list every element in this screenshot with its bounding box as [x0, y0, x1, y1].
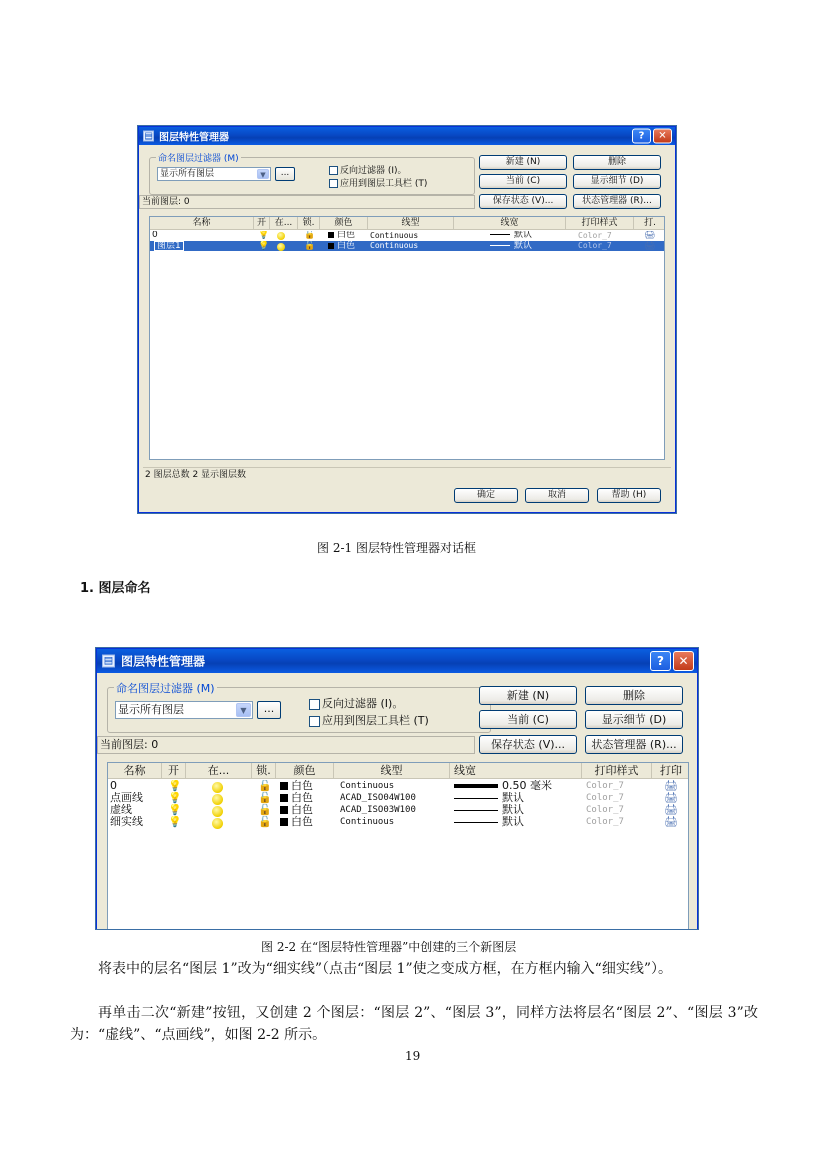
filter-dots-button[interactable]: ... — [257, 701, 281, 719]
show-details-button[interactable]: 显示细节 (D) — [585, 710, 683, 729]
apply-toolbar-label: 应用到图层工具栏 (T) — [340, 179, 428, 189]
layer-lineweight[interactable] — [454, 804, 524, 816]
current-layer-label: 当前图层: 0 — [100, 738, 159, 751]
lineweight-label: 默认 — [502, 792, 524, 804]
save-state-button[interactable]: 保存状态 (V)... — [479, 194, 567, 209]
filter-combo-value: 显示所有图层 — [160, 169, 215, 179]
close-icon[interactable]: ✕ — [653, 129, 672, 144]
color-label: 白色 — [291, 780, 313, 792]
checkbox-box[interactable] — [309, 699, 320, 710]
current-layer-label: 当前图层: 0 — [142, 197, 190, 207]
lineweight-label: 0.50 毫米 — [502, 780, 552, 792]
layer-plotstyle: Color_7 — [578, 241, 612, 250]
close-icon[interactable]: ✕ — [673, 651, 694, 671]
layer-name[interactable]: 0 — [152, 231, 158, 240]
layer-color[interactable] — [280, 804, 313, 816]
layer-name[interactable]: 细实线 — [110, 816, 143, 828]
app-icon: ▤ — [103, 655, 114, 667]
layer-color[interactable] — [280, 816, 313, 828]
col-on[interactable]: 开 — [162, 763, 186, 778]
filter-combo[interactable] — [157, 167, 271, 181]
lineweight-line-icon — [490, 245, 510, 246]
new-button[interactable]: 新建 (N) — [479, 686, 577, 705]
color-swatch-icon — [280, 818, 288, 826]
layer-linetype[interactable]: Continuous — [340, 781, 395, 791]
new-button[interactable]: 新建 (N) — [479, 155, 567, 170]
col-name[interactable]: 名称 — [108, 763, 162, 778]
help-question-icon[interactable]: ? — [632, 129, 651, 144]
color-swatch-icon — [280, 806, 288, 814]
col-lock[interactable]: 锁. — [298, 217, 320, 229]
invert-filter-checkbox[interactable] — [329, 163, 407, 176]
figure-caption-2: 图 2-2 在“图层特性管理器”中创建的三个新图层 — [261, 940, 517, 954]
list-header — [108, 763, 688, 779]
current-button[interactable]: 当前 (C) — [479, 174, 567, 189]
col-linetype[interactable]: 线型 — [368, 217, 454, 229]
printer-icon[interactable]: 🖨 — [664, 780, 678, 792]
layer-linetype[interactable]: ACAD_ISO03W100 — [340, 805, 416, 815]
col-name[interactable]: 名称 — [150, 217, 254, 229]
unlock-icon[interactable]: 🔓 — [304, 241, 316, 251]
invert-filter-label: 反向过滤器 (I)。 — [340, 166, 407, 176]
filter-combo[interactable] — [115, 701, 253, 719]
layer-plotstyle: Color_7 — [586, 781, 624, 791]
col-color[interactable]: 颜色 — [276, 763, 334, 778]
color-label: 白色 — [337, 241, 356, 251]
filter-group-label: 命名图层过滤器 (M) — [156, 151, 241, 164]
table-row[interactable] — [150, 231, 664, 240]
lineweight-label: 默认 — [514, 241, 533, 251]
layer-manager-dialog-2 — [96, 648, 698, 929]
layer-linetype[interactable]: ACAD_ISO04W100 — [340, 793, 416, 803]
app-icon: ▤ — [144, 131, 153, 142]
lightbulb-icon[interactable]: 💡 — [258, 231, 270, 240]
layer-lineweight[interactable] — [454, 792, 524, 804]
color-label: 白色 — [337, 231, 356, 240]
unlock-icon[interactable]: 🔓 — [258, 780, 272, 792]
layer-color[interactable] — [280, 792, 313, 804]
list-header — [150, 217, 664, 230]
lightbulb-icon[interactable]: 💡 — [258, 241, 270, 251]
layer-color[interactable] — [328, 241, 355, 251]
title-bar[interactable] — [97, 649, 697, 673]
printer-icon[interactable]: 🖨 — [644, 241, 656, 251]
chevron-down-icon[interactable]: ▼ — [236, 703, 251, 717]
layer-manager-dialog-1 — [138, 126, 676, 513]
printer-icon[interactable]: 🖨 — [664, 792, 678, 804]
lineweight-line-icon — [490, 234, 510, 235]
state-manager-button[interactable]: 状态管理器 (R)... — [585, 735, 683, 754]
title-bar[interactable] — [139, 127, 675, 145]
page-number: 19 — [405, 1049, 421, 1063]
layer-color[interactable] — [280, 780, 313, 792]
printer-icon[interactable]: 🖨 — [644, 231, 656, 240]
layer-plotstyle: Color_7 — [578, 231, 612, 240]
color-swatch-icon — [328, 232, 334, 238]
checkbox-box[interactable] — [329, 166, 338, 175]
layer-name[interactable]: 点画线 — [110, 792, 143, 804]
current-button[interactable]: 当前 (C) — [479, 710, 577, 729]
apply-toolbar-checkbox[interactable] — [309, 712, 429, 728]
layer-plotstyle: Color_7 — [586, 793, 624, 803]
ok-button[interactable]: 确定 — [454, 488, 518, 503]
show-details-button[interactable]: 显示细节 (D) — [573, 174, 661, 189]
color-swatch-icon — [328, 243, 334, 249]
help-button[interactable]: 帮助 (H) — [597, 488, 661, 503]
apply-toolbar-checkbox[interactable] — [329, 176, 427, 189]
table-row[interactable] — [150, 241, 664, 251]
color-swatch-icon — [280, 794, 288, 802]
layer-plotstyle: Color_7 — [586, 817, 624, 827]
layer-lineweight[interactable] — [490, 241, 532, 251]
delete-button[interactable]: 删除 — [573, 155, 661, 170]
lineweight-line-icon — [454, 822, 498, 823]
printer-icon[interactable]: 🖨 — [664, 804, 678, 816]
save-state-button[interactable]: 保存状态 (V)... — [479, 735, 577, 754]
figure-caption-1: 图 2-1 图层特性管理器对话框 — [317, 541, 476, 555]
dialog-title: 图层特性管理器 — [121, 654, 206, 669]
delete-button[interactable]: 删除 — [585, 686, 683, 705]
unlock-icon[interactable]: 🔓 — [304, 231, 316, 240]
lightbulb-icon[interactable]: 💡 — [168, 792, 182, 804]
layer-linetype[interactable]: Continuous — [370, 231, 419, 240]
col-lineweight[interactable]: 线宽 — [450, 763, 582, 778]
lineweight-label: 默认 — [502, 804, 524, 816]
lightbulb-icon[interactable]: 💡 — [168, 780, 182, 792]
layer-count-status: 2 图层总数 2 显示图层数 — [145, 470, 247, 480]
layer-linetype[interactable]: Continuous — [340, 817, 395, 827]
lightbulb-icon[interactable]: 💡 — [168, 804, 182, 816]
unlock-icon[interactable]: 🔓 — [258, 792, 272, 804]
table-row[interactable] — [108, 804, 688, 816]
lineweight-label: 默认 — [502, 816, 524, 828]
table-row[interactable] — [108, 780, 688, 792]
col-plot[interactable]: 打. — [644, 218, 656, 228]
col-lock[interactable]: 锁. — [252, 763, 276, 778]
body-paragraph-1: 将表中的层名“图层 1”改为“细实线”（点击“图层 1”使之变成方框，在方框内输入“细实线”）。 — [98, 961, 672, 977]
lineweight-line-icon — [454, 798, 498, 799]
lightbulb-icon[interactable]: 💡 — [168, 816, 182, 828]
unlock-icon[interactable]: 🔓 — [258, 816, 272, 828]
table-row[interactable] — [108, 816, 688, 828]
filter-dots-button[interactable]: ... — [275, 167, 295, 181]
layer-linetype[interactable]: Continuous — [370, 241, 419, 250]
current-layer-bar — [139, 195, 475, 209]
col-lineweight[interactable]: 线宽 — [454, 217, 566, 229]
layer-list[interactable] — [107, 762, 689, 929]
col-plotstyle[interactable]: 打印样式 — [582, 763, 652, 778]
col-freeze[interactable]: 在... — [270, 217, 298, 229]
layer-plotstyle: Color_7 — [586, 805, 624, 815]
color-label: 白色 — [291, 792, 313, 804]
col-freeze[interactable]: 在... — [186, 763, 252, 778]
printer-icon[interactable]: 🖨 — [664, 816, 678, 828]
col-plot[interactable]: 打印 — [660, 764, 682, 777]
lineweight-line-icon — [454, 810, 498, 811]
status-bar — [143, 467, 671, 481]
lineweight-line-icon — [454, 784, 498, 788]
apply-toolbar-label: 应用到图层工具栏 (T) — [322, 714, 429, 727]
help-question-icon[interactable]: ? — [650, 651, 671, 671]
sun-icon[interactable] — [212, 817, 223, 829]
unlock-icon[interactable]: 🔓 — [258, 804, 272, 816]
filter-combo-value: 显示所有图层 — [118, 703, 184, 716]
table-row[interactable] — [108, 792, 688, 804]
body-paragraph-2: 再单击二次“新建”按钮，又创建 2 个图层：“图层 2”、“图层 3”，同样方法将层名“图层 2”、“图层 3”改为：“虚线”、“点画线”，如图 2-2 所示。 — [70, 1005, 758, 1043]
color-swatch-icon — [280, 782, 288, 790]
col-linetype[interactable]: 线型 — [334, 763, 450, 778]
checkbox-box[interactable] — [309, 716, 320, 727]
state-manager-button[interactable]: 状态管理器 (R)... — [573, 194, 661, 209]
filter-group-label: 命名图层过滤器 (M) — [116, 682, 215, 695]
checkbox-box[interactable] — [329, 179, 338, 188]
layer-color[interactable] — [328, 231, 355, 240]
sun-icon[interactable] — [277, 242, 285, 252]
lineweight-label: 默认 — [514, 231, 533, 240]
layer-name-edit[interactable]: 图层1 — [154, 241, 184, 251]
col-plotstyle[interactable]: 打印样式 — [566, 217, 634, 229]
layer-lineweight[interactable] — [490, 231, 532, 240]
layer-lineweight[interactable] — [454, 780, 552, 792]
color-label: 白色 — [291, 816, 313, 828]
layer-name[interactable]: 0 — [110, 780, 117, 792]
dialog-title: 图层特性管理器 — [159, 132, 229, 144]
layer-list[interactable] — [149, 216, 665, 460]
layer-lineweight[interactable] — [454, 816, 524, 828]
current-layer-bar — [97, 736, 475, 754]
invert-filter-label: 反向过滤器 (I)。 — [322, 697, 404, 710]
section-heading: 1. 图层命名 — [80, 581, 151, 596]
chevron-down-icon[interactable]: ▼ — [257, 169, 269, 179]
invert-filter-checkbox[interactable] — [309, 695, 403, 711]
cancel-button[interactable]: 取消 — [525, 488, 589, 503]
color-label: 白色 — [291, 804, 313, 816]
col-color[interactable]: 颜色 — [320, 217, 368, 229]
col-on[interactable]: 开 — [254, 217, 270, 229]
layer-name[interactable]: 虚线 — [110, 804, 132, 816]
